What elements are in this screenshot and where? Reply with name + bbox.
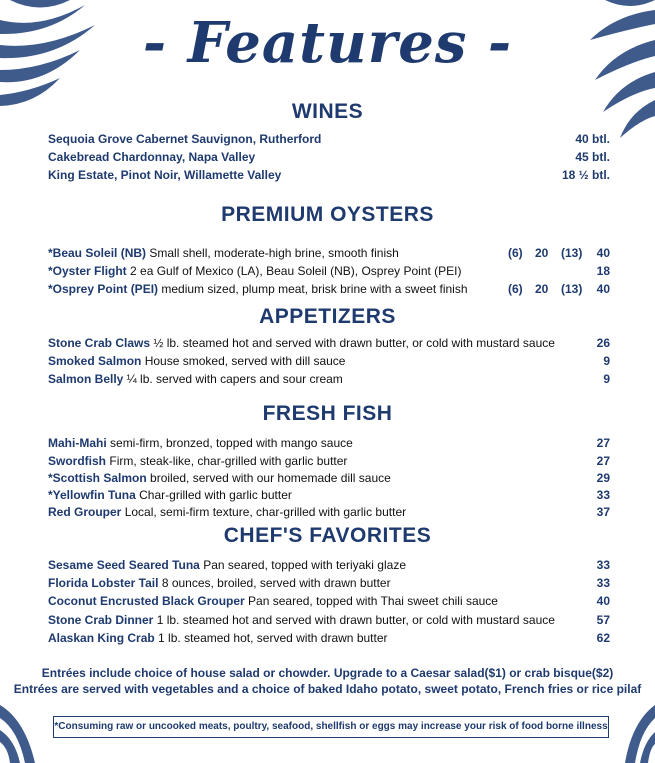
- page-title: - Features -: [142, 10, 513, 76]
- item-description: semi-firm, bronzed, topped with mango sauce: [110, 436, 353, 450]
- item-name: *Osprey Point (PEI): [48, 282, 159, 296]
- menu-item: [48, 556, 610, 574]
- item-name: Salmon Belly: [48, 372, 124, 386]
- item-name: *Yellowfin Tuna: [48, 488, 136, 502]
- section-heading-wines: WINES: [291, 100, 364, 123]
- item-description: Pan seared, topped with teriyaki glaze: [203, 558, 406, 572]
- item-name: Coconut Encrusted Black Grouper: [48, 594, 245, 608]
- item-description: Local, semi-firm texture, char-grilled with garlic butter: [124, 505, 407, 519]
- item-price: 26: [596, 336, 610, 350]
- item-name: Florida Lobster Tail: [48, 576, 159, 590]
- item-description: Firm, steak-like, char-grilled with garlic butter: [109, 454, 348, 468]
- item-name: Red Grouper: [48, 505, 122, 519]
- entree-note: Entrées are served with vegetables and a choice of baked Idaho potato, sweet potato, French fries or rice pilaf: [13, 682, 642, 696]
- item-quantity-large: (13): [561, 246, 583, 260]
- item-name: *Scottish Salmon: [48, 471, 147, 485]
- item-price: 57: [596, 613, 610, 627]
- item-description: Pan seared, topped with Thai sweet chili sauce: [248, 594, 498, 608]
- menu-item: [48, 629, 610, 647]
- section-heading-appetizers: APPETIZERS: [259, 305, 396, 328]
- item-description: 8 ounces, broiled, served with drawn butter: [161, 576, 391, 590]
- item-price: 40: [596, 594, 610, 608]
- item-name: *Beau Soleil (NB): [48, 246, 147, 260]
- menu-item: [48, 280, 610, 298]
- item-price: 40 btl.: [575, 132, 610, 146]
- menu-item: [48, 434, 610, 452]
- item-name: Mahi-Mahi: [48, 436, 107, 450]
- item-description: ½ lb. steamed hot and served with drawn butter, or cold with mustard sauce: [153, 336, 555, 350]
- item-quantity-small: (6): [508, 282, 523, 296]
- menu-item: [48, 503, 610, 521]
- item-description: ¼ lb. served with capers and sour cream: [126, 372, 343, 386]
- item-price-small: 20: [535, 282, 549, 296]
- menu-item: [48, 244, 610, 262]
- menu-item: [48, 262, 610, 280]
- item-price: 37: [596, 505, 610, 519]
- item-description: broiled, served with our homemade dill sauce: [150, 471, 391, 485]
- item-price: 29: [596, 471, 610, 485]
- entree-note: Entrées include choice of house salad or chowder. Upgrade to a Caesar salad($1) or crab bisque($2): [41, 666, 614, 680]
- item-price: 45 btl.: [575, 150, 610, 164]
- palm-leaf-icon: [0, 700, 40, 763]
- menu-item: [48, 352, 610, 370]
- item-price: 40: [596, 246, 610, 260]
- item-description: Char-grilled with garlic butter: [139, 488, 292, 502]
- item-name: Stone Crab Dinner: [48, 613, 154, 627]
- item-quantity-small: (6): [508, 246, 523, 260]
- item-price: 18 ½ btl.: [561, 168, 610, 182]
- item-price: 27: [596, 436, 610, 450]
- palm-leaf-icon: [620, 700, 655, 763]
- item-description: House smoked, served with dill sauce: [144, 354, 346, 368]
- item-price: 33: [596, 488, 610, 502]
- item-name: Alaskan King Crab: [48, 631, 155, 645]
- menu-item: [48, 370, 610, 388]
- item-price: 9: [603, 354, 610, 368]
- item-price: 9: [603, 372, 610, 386]
- item-price: 18: [596, 264, 610, 278]
- item-name: King Estate, Pinot Noir, Willamette Valley: [48, 168, 282, 182]
- item-description: 1 lb. steamed hot, served with drawn butter: [158, 631, 388, 645]
- item-name: Swordfish: [48, 454, 107, 468]
- item-price: 33: [596, 576, 610, 590]
- item-description: 2 ea Gulf of Mexico (LA), Beau Soleil (NB), Osprey Point (PEI): [130, 264, 462, 278]
- menu-item: [48, 166, 610, 184]
- section-heading-oysters: PREMIUM OYSTERS: [221, 203, 434, 226]
- item-price: 33: [596, 558, 610, 572]
- section-heading-chefs-favorites: CHEF'S FAVORITES: [223, 524, 432, 547]
- section-heading-fresh-fish: FRESH FISH: [262, 402, 393, 425]
- item-name: Sesame Seed Seared Tuna: [48, 558, 200, 572]
- menu-item: [48, 611, 610, 629]
- item-name: Smoked Salmon: [48, 354, 142, 368]
- item-price: 62: [596, 631, 610, 645]
- menu-item: [48, 592, 610, 610]
- item-price-small: 20: [535, 246, 549, 260]
- menu-item: [48, 130, 610, 148]
- item-description: medium sized, plump meat, brisk brine with a sweet finish: [161, 282, 468, 296]
- menu-item: [48, 469, 610, 487]
- item-description: 1 lb. steamed hot and served with drawn butter, or cold with mustard sauce: [156, 613, 555, 627]
- menu-item: [48, 452, 610, 470]
- menu-item: [48, 574, 610, 592]
- item-name: Sequoia Grove Cabernet Sauvignon, Rutherford: [48, 132, 322, 146]
- menu-item: [48, 486, 610, 504]
- item-price: 40: [596, 282, 610, 296]
- menu-item: [48, 148, 610, 166]
- item-name: Stone Crab Claws: [48, 336, 151, 350]
- item-quantity-large: (13): [561, 282, 583, 296]
- item-name: Cakebread Chardonnay, Napa Valley: [48, 150, 256, 164]
- item-price: 27: [596, 454, 610, 468]
- item-description: Small shell, moderate-high brine, smooth finish: [149, 246, 399, 260]
- health-disclaimer: *Consuming raw or uncooked meats, poultry, seafood, shellfish or eggs may increase your risk of food borne illness: [53, 716, 609, 738]
- menu-item: [48, 334, 610, 352]
- item-name: *Oyster Flight: [48, 264, 127, 278]
